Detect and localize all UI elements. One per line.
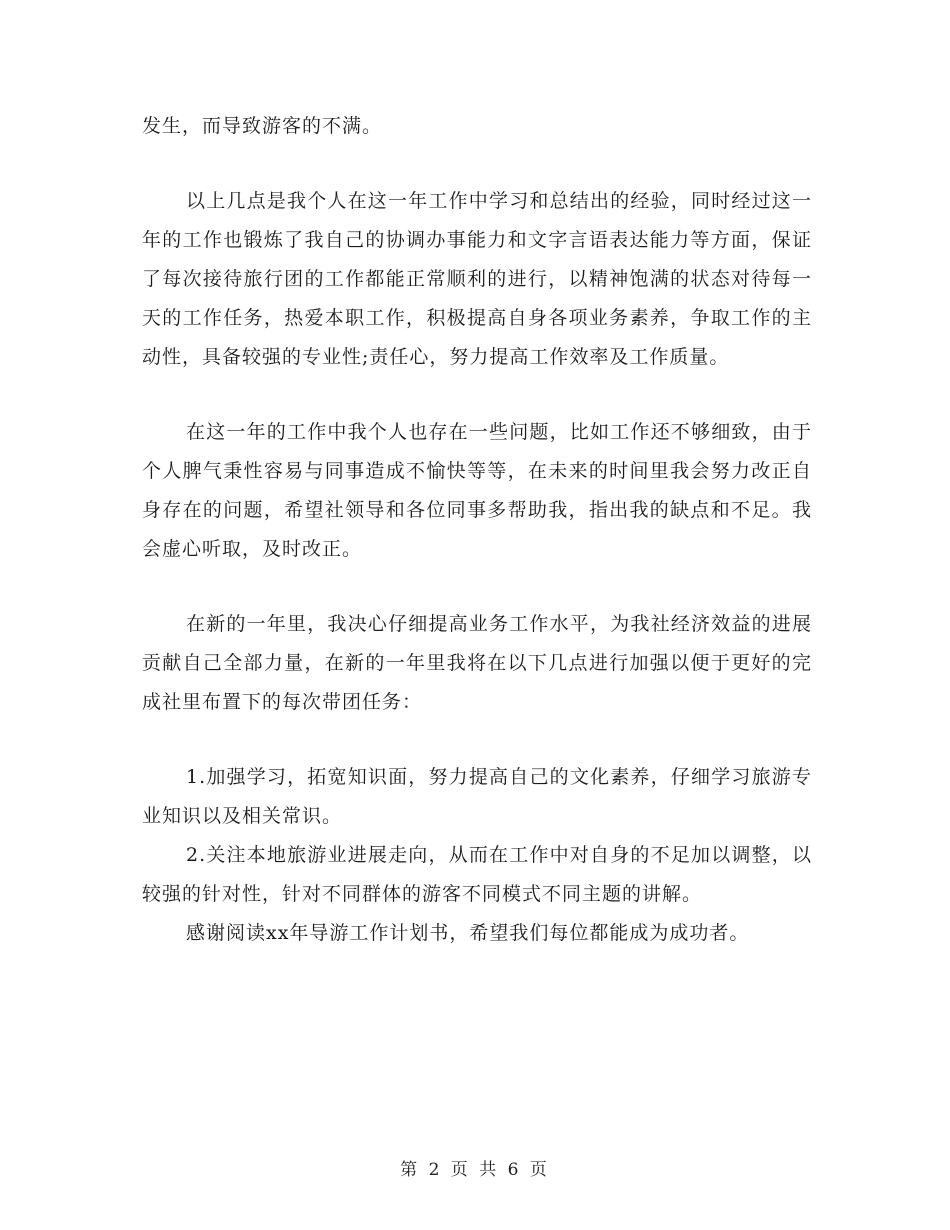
list-item-1: 1.加强学习，拓宽知识面，努力提高自己的文化素养，仔细学习旅游专业知识以及相关常识。 bbox=[142, 766, 812, 827]
page-number: 第 2 页 共 6 页 bbox=[400, 1160, 550, 1180]
page-footer bbox=[0, 1155, 950, 1180]
paragraph-new-year-plan: 在新的一年里，我决心仔细提高业务工作水平，为我社经济效益的进展贡献自己全部力量，在新的一年里我将在以下几点进行加强以便于更好的完成社里布置下的每次带团任务： bbox=[142, 613, 812, 713]
paragraph-experience-summary: 以上几点是我个人在这一年工作中学习和总结出的经验，同时经过这一年的工作也锻炼了我自己的协调办事能力和文字言语表达能力等方面，保证了每次接待旅行团的工作都能正常顺利的进行，以精神饱满的状态对待每一天的工作任务，热爱本职工作，积极提高自身各项业务素养，争取工作的主动性，具备较强的专业性;责任心，努力提高工作效率及工作质量。 bbox=[142, 190, 812, 368]
list-item-2: 2.关注本地旅游业进展走向，从而在工作中对自身的不足加以调整，以较强的针对性，针对不同群体的游客不同模式不同主题的讲解。 bbox=[142, 844, 812, 905]
paragraph-continuation: 发生，而导致游客的不满。 bbox=[142, 115, 383, 137]
document-body bbox=[142, 107, 812, 953]
paragraph-problems: 在这一年的工作中我个人也存在一些问题，比如工作还不够细致，由于个人脾气秉性容易与同事造成不愉快等等，在未来的时间里我会努力改正自身存在的问题，希望社领导和各位同事多帮助我，指出我的缺点和不足。我会虚心听取，及时改正。 bbox=[142, 421, 812, 560]
closing-line: 感谢阅读xx年导游工作计划书，希望我们每位都能成为成功者。 bbox=[186, 922, 750, 944]
